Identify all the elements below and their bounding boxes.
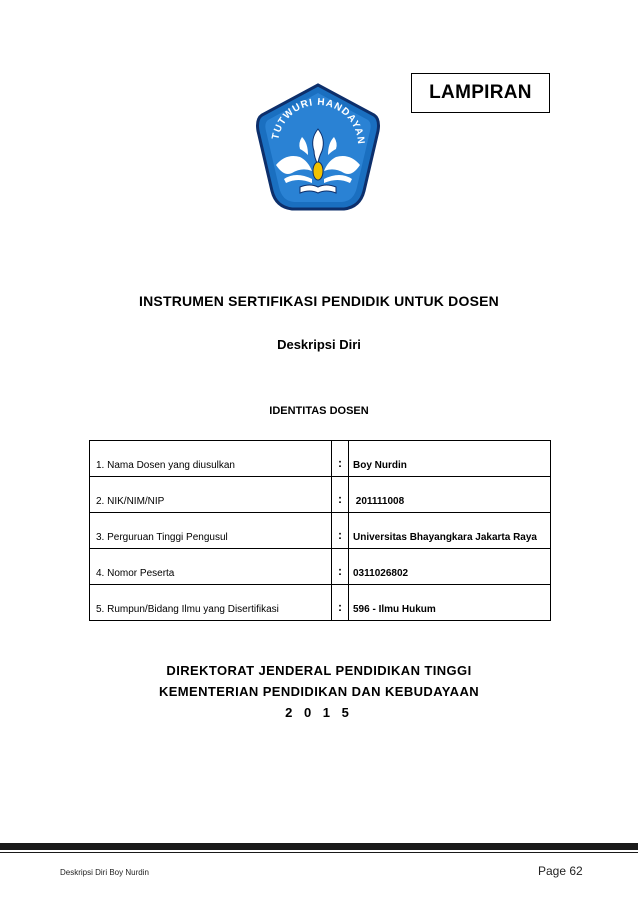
institution-line-2: KEMENTERIAN PENDIDIKAN DAN KEBUDAYAAN bbox=[158, 684, 480, 699]
institution-year: 2 0 1 5 bbox=[285, 705, 353, 720]
table-row bbox=[90, 549, 551, 585]
row-label: 5. Rumpun/Bidang Ilmu yang Disertifikasi bbox=[90, 585, 332, 621]
lampiran-badge: LAMPIRAN bbox=[411, 73, 550, 113]
row-value: 596 - Ilmu Hukum bbox=[349, 585, 551, 621]
row-colon: : bbox=[332, 549, 349, 585]
svg-text:TUTWURI HANDAYANI: TUTWURI HANDAYAN bbox=[270, 96, 367, 146]
document-title: INSTRUMEN SERTIFIKASI PENDIDIK UNTUK DOSEN bbox=[139, 293, 499, 309]
row-colon: : bbox=[332, 477, 349, 513]
footer-document-name: Deskripsi Diri Boy Nurdin bbox=[60, 868, 149, 877]
row-colon: : bbox=[332, 585, 349, 621]
row-value: 0311026802 bbox=[349, 549, 551, 585]
row-value: Boy Nurdin bbox=[349, 441, 551, 477]
row-value: 201111008 bbox=[349, 477, 551, 513]
row-colon: : bbox=[332, 441, 349, 477]
footer-rule-thin bbox=[0, 852, 638, 853]
table-row bbox=[90, 477, 551, 513]
footer-page-number: Page 62 bbox=[538, 864, 583, 878]
table-row bbox=[90, 441, 551, 477]
row-label: 1. Nama Dosen yang diusulkan bbox=[90, 441, 332, 477]
table-row bbox=[90, 585, 551, 621]
row-label: 3. Perguruan Tinggi Pengusul bbox=[90, 513, 332, 549]
table-row bbox=[90, 513, 551, 549]
footer-rule-thick bbox=[0, 843, 638, 850]
row-label: 2. NIK/NIM/NIP bbox=[90, 477, 332, 513]
identity-table bbox=[89, 440, 551, 621]
row-colon: : bbox=[332, 513, 349, 549]
tutwuri-handayani-logo bbox=[256, 83, 380, 213]
row-label: 4. Nomor Peserta bbox=[90, 549, 332, 585]
section-heading: IDENTITAS DOSEN bbox=[269, 405, 369, 417]
institution-line-1: DIREKTORAT JENDERAL PENDIDIKAN TINGGI bbox=[166, 663, 472, 678]
institution-block bbox=[0, 660, 638, 723]
document-subtitle: Deskripsi Diri bbox=[277, 337, 361, 352]
row-value: Universitas Bhayangkara Jakarta Raya bbox=[349, 513, 551, 549]
